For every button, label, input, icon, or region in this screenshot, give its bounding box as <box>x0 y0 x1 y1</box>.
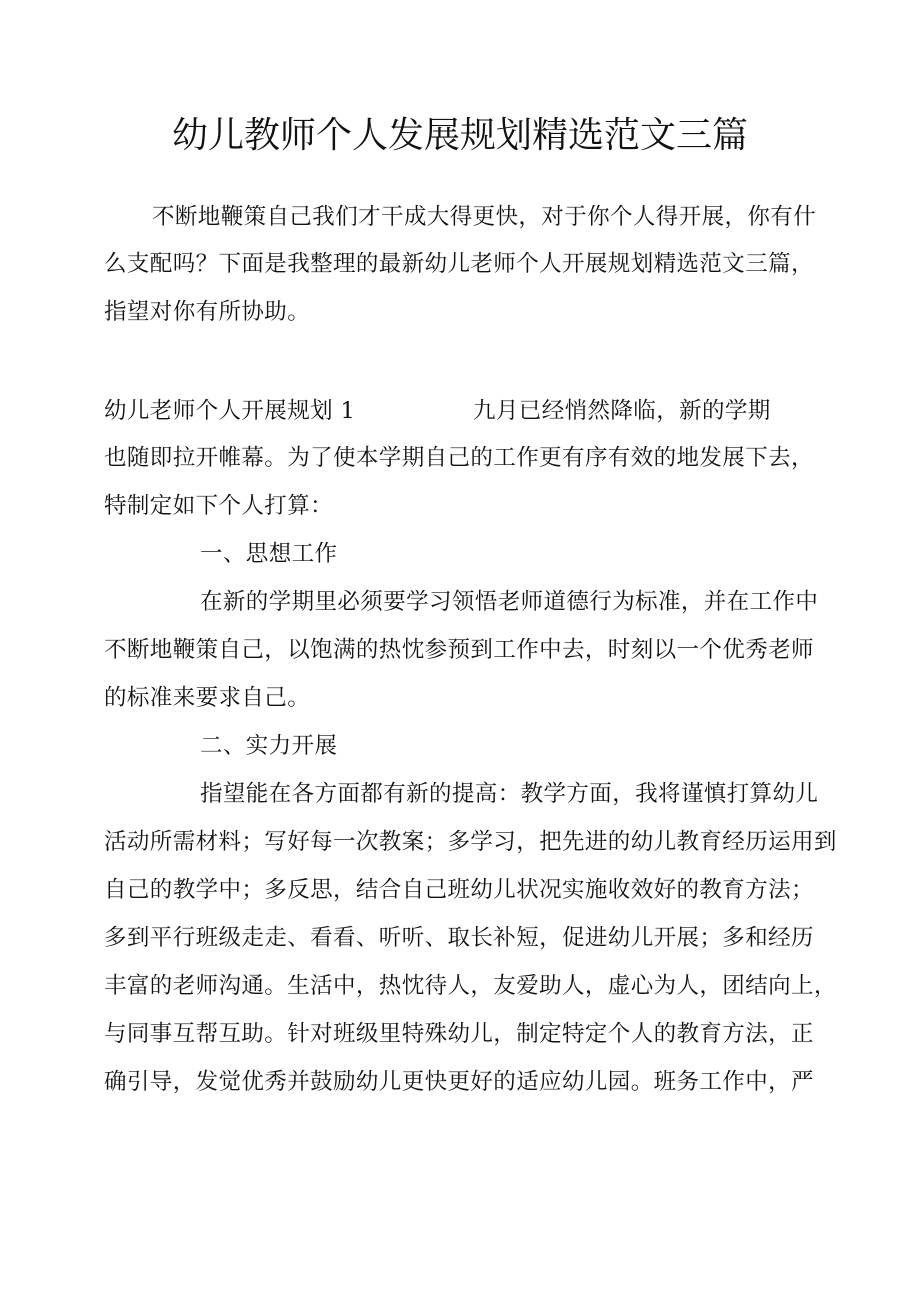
part2-line-1: 指望能在各方面都有新的提高：教学方面，我将谨慎打算幼儿 <box>200 781 819 807</box>
part2-line-3: 自己的教学中；多反思，结合自己班幼儿状况实施收效好的教育方法； <box>104 877 814 903</box>
intro-line-3: 指望对你有所协助。 <box>104 299 311 325</box>
part2-line-4: 多到平行班级走走、看看、听听、取长补短，促进幼儿开展；多和经历 <box>104 925 814 951</box>
intro-line-2: 么支配吗？下面是我整理的最新幼儿老师个人开展规划精选范文三篇， <box>104 251 814 277</box>
part2-line-5: 丰富的老师沟通。生活中，热忱待人，友爱助人，虚心为人，团结向上， <box>104 973 837 999</box>
section1-line-2: 也随即拉开帷幕。为了使本学期自己的工作更有序有效的地发展下去， <box>104 445 814 471</box>
section1-heading: 幼儿老师个人开展规划 1 <box>104 398 356 424</box>
part2-line-2: 活动所需材料；写好每一次教案；多学习，把先进的幼儿教育经历运用到 <box>104 829 837 855</box>
part2-heading: 二、实力开展 <box>200 733 338 759</box>
section1-first-line: 九月已经悄然降临，新的学期 <box>473 398 771 424</box>
part1-line-2: 不断地鞭策自己，以饱满的热忱参预到工作中去，时刻以一个优秀老师 <box>104 637 814 663</box>
intro-line-1: 不断地鞭策自己我们才干成大得更快，对于你个人得开展，你有什 <box>152 204 817 230</box>
section1-line-3: 特制定如下个人打算： <box>104 493 334 519</box>
part2-line-7: 确引导，发觉优秀并鼓励幼儿更快更好的适应幼儿园。班务工作中，严 <box>104 1069 814 1095</box>
part1-line-1: 在新的学期里必须要学习领悟老师道德行为标准，并在工作中 <box>200 589 819 615</box>
part2-line-6: 与同事互帮互助。针对班级里特殊幼儿，制定特定个人的教育方法，正 <box>104 1021 814 1047</box>
part1-line-3: 的标准来要求自己。 <box>104 685 311 711</box>
document-title: 幼儿教师个人发展规划精选范文三篇 <box>171 115 748 156</box>
part1-heading: 一、思想工作 <box>200 541 338 567</box>
